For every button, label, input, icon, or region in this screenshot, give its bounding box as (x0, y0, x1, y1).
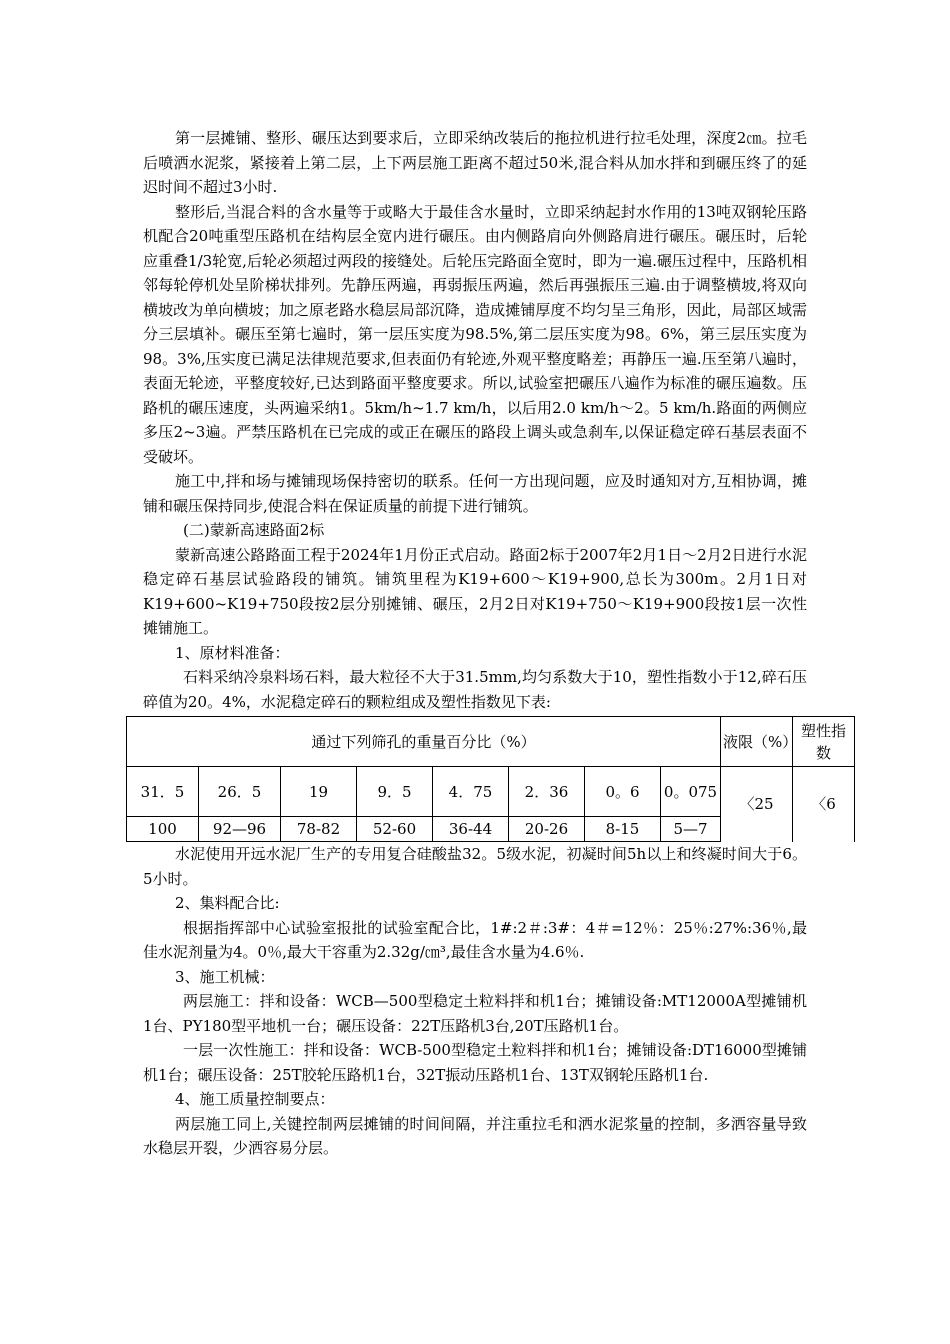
passing-value-cell: 8-15 (585, 817, 661, 842)
paragraph-compaction: 整形后,当混合料的含水量等于或略大于最佳含水量时，立即采纳起封水作用的13吨双钢轮压路机配合20吨重型压路机在结构层全宽内进行碾压。由内侧路肩向外侧路肩进行碾压。碾压时，后轮应重叠1/3轮宽,后轮必须超过两段的接缝处。后轮压完路面全宽时，即为一遍.碾压过程中，压路机相邻每轮停机处呈阶梯状排列。先静压两遍，再弱振压两遍，然后再强振压三遍.由于调整横坡,将双向横坡改为单向横坡；加之原老路水稳层局部沉降，造成摊铺厚度不均匀呈三角形，因此，局部区域需分三层填补。碾压至第七遍时，第一层压实度为98.5%,第二层压实度为98。6%，第三层压实度为98。3%,压实度已满足法律规范要求,但表面仍有轮迹,外观平整度略差；再静压一遍.压至第八遍时，表面无轮迹，平整度较好,已达到路面平整度要求。所以,试验室把碾压八遍作为标准的碾压遍数。压路机的碾压速度，头两遍采纳1。5km/h~1.7 km/h，以后用2.0 km/h～2。5 km/h.路面的两侧应多压2~3遍。严禁压路机在已完成的或正在碾压的路段上调头或急刹车,以保证稳定碎石基层表面不受破坏。 (143, 202, 807, 466)
sieve-size-cell: 4．75 (433, 767, 509, 817)
paragraph-coordination: 施工中,拌和场与摊铺现场保持密切的联系。任何一方出现问题，应及时通知对方,互相协调，摊铺和碾压保持同步,使混合料在保证质量的前提下进行铺筑。 (143, 472, 807, 515)
heading-quality-control: 4、施工质量控制要点： (175, 1090, 335, 1108)
passing-value-cell: 100 (127, 817, 199, 842)
sieve-size-cell: 31．5 (127, 767, 199, 817)
passing-value-cell: 92—96 (199, 817, 281, 842)
table-header-passing: 通过下列筛孔的重量百分比（%） (127, 717, 721, 767)
heading-raw-materials: 1、原材料准备： (175, 643, 290, 662)
paragraph-layer-roughening: 第一层摊铺、整形、碾压达到要求后，立即采纳改装后的拖拉机进行拉毛处理，深度2㎝。拉毛后喷洒水泥浆，紧接着上第二层，上下两层施工距离不超过50米,混合料从加水拌和到碾压终了的延迟时间不超过3小时. (143, 129, 807, 196)
paragraph-cement: 水泥使用开远水泥厂生产的专用复合硅酸盐32。5级水泥，初凝时间5h以上和终凝时间大于6。5小时。 (143, 845, 807, 888)
sieve-size-cell: 2．36 (509, 767, 585, 817)
passing-value-cell: 78-82 (281, 817, 357, 842)
sieve-size-cell: 0。075 (661, 767, 721, 817)
paragraph-project-intro: 蒙新高速公路路面工程于2024年1月份正式启动。路面2标于2007年2月1日～2月2日进行水泥稳定碎石基层试验路段的铺筑。铺筑里程为K19+600～K19+900,总长为300m。2月1日对K19+600~K19+750段按2层分别摊铺、碾压，2月2日对K19+750～K19+900段按1层一次性摊铺施工。 (143, 545, 807, 637)
table-header-plasticity: 塑性指数 (793, 717, 855, 767)
document-page (140, 126, 847, 1161)
sieve-size-cell: 9．5 (357, 767, 433, 817)
passing-value-cell: 20-26 (509, 817, 585, 842)
paragraph-mix-ratio: 根据指挥部中心试验室报批的试验室配合比，1#:2＃:3#：4＃=12％：25％:27%:36％,最佳水泥剂量为4。0％,最大干容重为2.32g/㎝³,最佳含水量为4.6％. (143, 918, 807, 961)
plasticity-value: 〈6 (793, 767, 855, 842)
paragraph-machinery-one-layer: 一层一次性施工：拌和设备：WCB-500型稳定土粒料拌和机1台；摊铺设备:DT16000型摊铺机1台；碾压设备：25T胶轮压路机1台，32T振动压路机1台、13T双钢轮压路机1台. (143, 1041, 807, 1084)
gradation-table (126, 716, 855, 842)
sieve-size-cell: 19 (281, 767, 357, 817)
paragraph-quality-control: 两层施工同上,关键控制两层摊铺的时间间隔，并注重拉毛和洒水泥浆量的控制，多洒容量导致水稳层开裂，少洒容易分层。 (143, 1114, 807, 1157)
heading-machinery: 3、施工机械： (175, 967, 275, 986)
paragraph-machinery-two-layer: 两层施工：拌和设备：WCB—500型稳定土粒料拌和机1台；摊铺设备:MT12000A型摊铺机1台、PY180型平地机一台；碾压设备：22T压路机3台,20T压路机1台。 (143, 992, 807, 1035)
section-title: (二)蒙新高速路面2标 (183, 521, 325, 539)
sieve-size-cell: 26．5 (199, 767, 281, 817)
passing-value-cell: 5—7 (661, 817, 721, 842)
liquid-limit-value: 〈25 (721, 767, 793, 842)
passing-value-cell: 52-60 (357, 817, 433, 842)
sieve-size-cell: 0。6 (585, 767, 661, 817)
table-header-liquid-limit: 液限（%） (721, 717, 793, 767)
heading-mix-ratio: 2、集料配合比: (175, 894, 280, 912)
passing-value-cell: 36-44 (433, 817, 509, 842)
paragraph-materials: 石料采纳冷泉料场石料，最大粒径不大于31.5mm,均匀系数大于10，塑性指数小于12,碎石压碎值为20。4%，水泥稳定碎石的颗粒组成及塑性指数见下表: (143, 668, 807, 711)
